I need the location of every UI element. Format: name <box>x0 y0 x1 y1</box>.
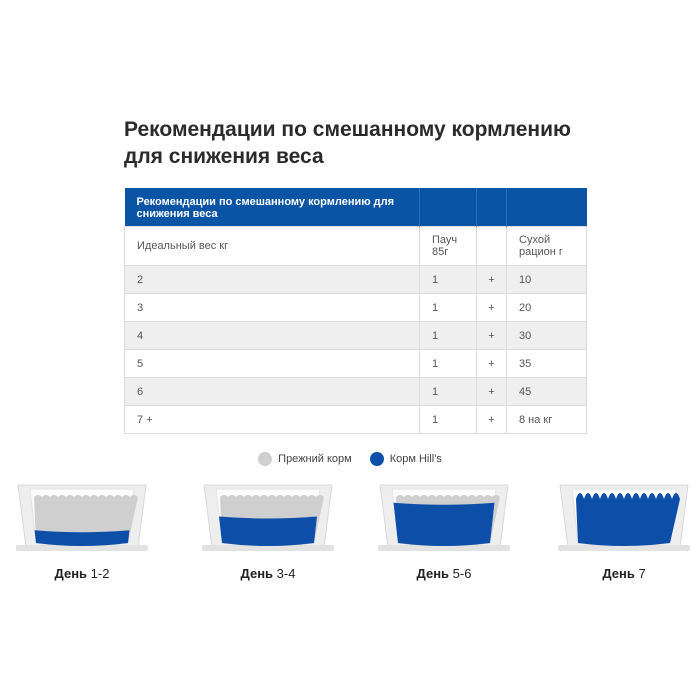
legend-hills-food-label: Корм Hill's <box>389 453 442 465</box>
cell-pouch: 1 <box>420 406 477 434</box>
title-line-1: Рекомендации по смешанному кормлению <box>124 118 571 141</box>
day-label: День 5-6 <box>416 566 472 581</box>
col-header-dry: Сухой рацион г <box>507 227 587 266</box>
cell-weight: 2 <box>125 266 420 294</box>
food-bowl-icon <box>198 475 338 555</box>
legend-old-food <box>258 452 352 466</box>
cell-pouch: 1 <box>420 350 477 378</box>
table-row <box>125 294 587 322</box>
cell-plus: + <box>477 294 507 322</box>
day-label: День 1-2 <box>54 566 110 581</box>
table-row <box>125 266 587 294</box>
bowl-day-3-4 <box>198 475 338 555</box>
day-label: День 3-4 <box>240 566 296 581</box>
food-bowl-icon <box>554 475 694 555</box>
cell-plus: + <box>477 378 507 406</box>
cell-weight: 6 <box>125 378 420 406</box>
bowl-day-5-6 <box>374 475 514 555</box>
cell-pouch: 1 <box>420 266 477 294</box>
cell-weight: 3 <box>125 294 420 322</box>
table-header-title: Рекомендации по смешанному кормлению для снижения веса <box>125 188 420 227</box>
title-line-2: для снижения веса <box>124 145 324 168</box>
bowl-day-7 <box>554 475 694 555</box>
table-row <box>125 406 587 434</box>
cell-pouch: 1 <box>420 322 477 350</box>
old-food-swatch-icon <box>258 452 272 466</box>
col-header-pouch: Пауч 85г <box>420 227 477 266</box>
day-label: День 7 <box>602 566 646 581</box>
cell-plus: + <box>477 406 507 434</box>
cell-pouch: 1 <box>420 294 477 322</box>
cell-dry: 45 <box>507 378 587 406</box>
cell-weight: 4 <box>125 322 420 350</box>
food-legend <box>0 452 700 466</box>
cell-weight: 5 <box>125 350 420 378</box>
table-row <box>125 322 587 350</box>
cell-plus: + <box>477 350 507 378</box>
cell-dry: 30 <box>507 322 587 350</box>
page-title <box>124 116 594 170</box>
feeding-table <box>124 188 587 434</box>
table-subheader-row <box>125 227 587 266</box>
cell-dry: 20 <box>507 294 587 322</box>
food-bowl-icon <box>12 475 152 555</box>
food-bowl-icon <box>374 475 514 555</box>
legend-hills-food <box>370 452 442 466</box>
col-header-weight: Идеальный вес кг <box>125 227 420 266</box>
table-row <box>125 378 587 406</box>
cell-plus: + <box>477 266 507 294</box>
cell-dry: 10 <box>507 266 587 294</box>
bowl-day-1-2 <box>12 475 152 555</box>
legend-old-food-label: Прежний корм <box>278 453 352 465</box>
hills-food-swatch-icon <box>370 452 384 466</box>
cell-plus: + <box>477 322 507 350</box>
cell-dry: 35 <box>507 350 587 378</box>
cell-dry: 8 на кг <box>507 406 587 434</box>
cell-pouch: 1 <box>420 378 477 406</box>
cell-weight: 7 + <box>125 406 420 434</box>
table-header-row <box>125 188 587 227</box>
table-row <box>125 350 587 378</box>
